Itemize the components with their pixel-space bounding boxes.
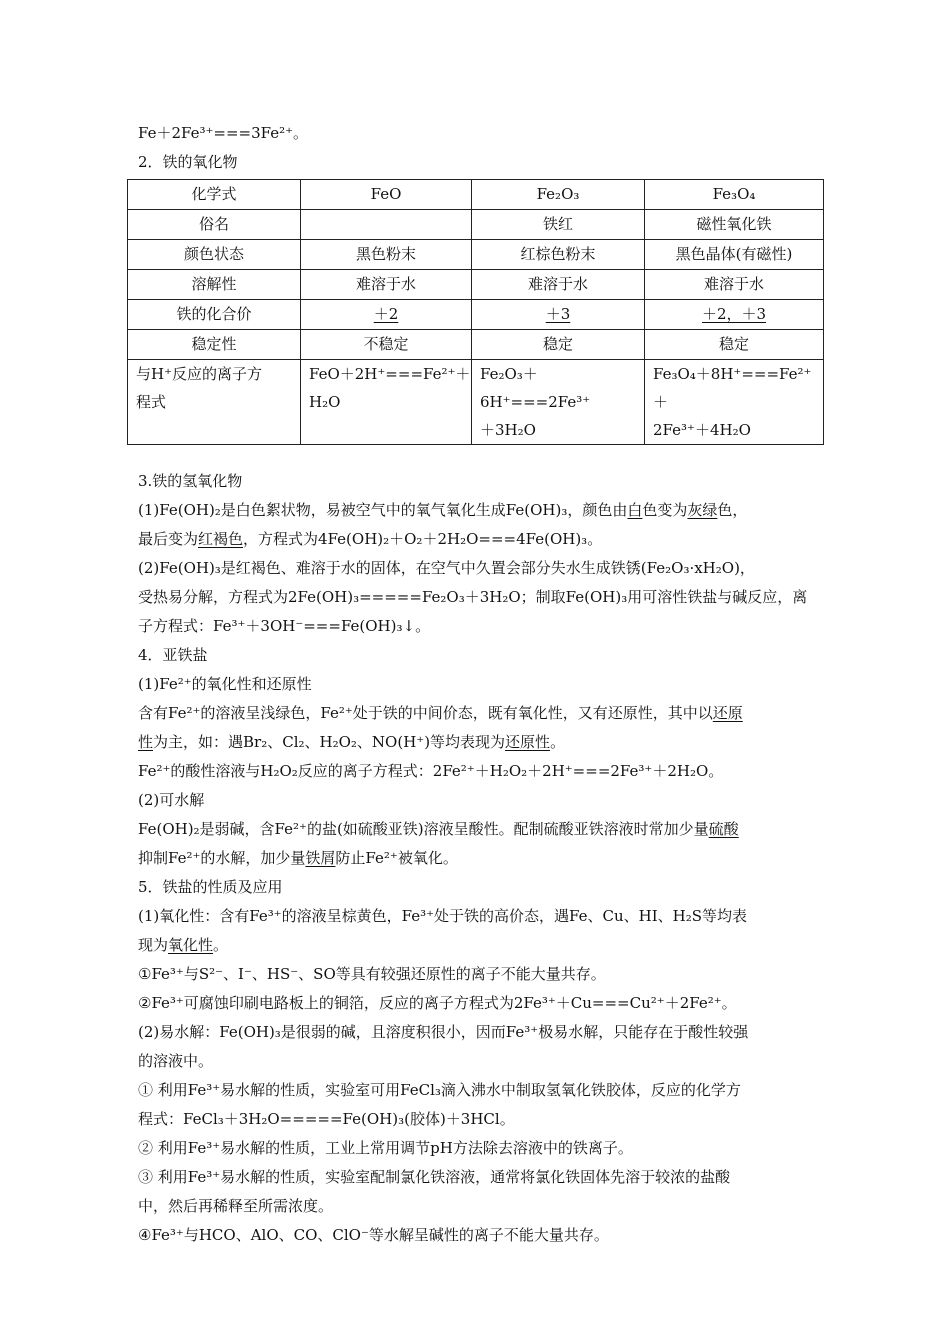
text-span: 最后变为 <box>138 530 199 548</box>
paragraph-line <box>138 525 828 554</box>
cell-line: 与H⁺反应的离子方 <box>136 365 262 383</box>
table-cell: 难溶于水 <box>645 270 824 300</box>
underlined-answer: 白 <box>627 501 643 519</box>
text-span: 含有Fe²⁺的溶液呈浅绿色，Fe²⁺处于铁的中间价态，既有氧化性，又有还原性，其中以 <box>138 704 713 722</box>
valence-value: ＋2，＋3 <box>701 305 767 323</box>
table-cell: 稳定 <box>645 330 824 360</box>
paragraph-line <box>138 699 828 728</box>
paragraph-line: ①Fe³⁺与S²⁻、I⁻、HS⁻、SO等具有较强还原性的离子不能大量共存。 <box>138 965 606 983</box>
text-span: 色， <box>717 501 748 519</box>
table-cell: 不稳定 <box>301 330 472 360</box>
table-cell: 溶解性 <box>128 270 301 300</box>
table-cell: 稳定 <box>472 330 645 360</box>
paragraph-line: (2)易水解：Fe(OH)₃是很弱的碱，且溶度积很小，因而Fe³⁺极易水解，只能存在于酸性较强 <box>138 1023 749 1041</box>
paragraph-line: 的溶液中。 <box>138 1052 214 1070</box>
table-cell: 铁红 <box>472 210 645 240</box>
subsection-title: (2)可水解 <box>138 791 205 809</box>
valence-value: ＋3 <box>545 305 571 323</box>
table-cell: 红棕色粉末 <box>472 240 645 270</box>
text-span: 抑制Fe²⁺的水解，加少量 <box>138 849 306 867</box>
section-3-title: 3.铁的氢氧化物 <box>138 472 243 490</box>
table-cell <box>645 300 824 330</box>
iron-oxides-table <box>127 179 824 445</box>
table-cell: 难溶于水 <box>472 270 645 300</box>
underlined-answer: 还原性 <box>505 733 551 751</box>
paragraph-line: 受热易分解，方程式为2Fe(OH)₃=====Fe₂O₃＋3H₂O；制取Fe(OH)₃用可溶性铁盐与碱反应，离 <box>138 588 808 606</box>
paragraph-line: ②Fe³⁺可腐蚀印刷电路板上的铜箔，反应的离子方程式为2Fe³⁺＋Cu===Cu²⁺＋2Fe²⁺。 <box>138 994 737 1012</box>
table-cell: 铁的化合价 <box>128 300 301 330</box>
table-cell <box>301 360 472 445</box>
table-cell <box>128 360 301 445</box>
table-row <box>128 330 824 360</box>
underlined-answer: 氧化性 <box>168 936 214 954</box>
paragraph-line <box>138 815 828 844</box>
intro-equation: Fe＋2Fe³⁺===3Fe²⁺。 <box>138 124 309 142</box>
table-cell <box>645 360 824 445</box>
paragraph-line: (2)Fe(OH)₃是红褐色、难溶于水的固体，在空气中久置会部分失水生成铁锈(Fe₂O₃·xH₂O)， <box>138 559 755 577</box>
table-cell <box>472 360 645 445</box>
text-span: (1)Fe(OH)₂是白色絮状物，易被空气中的氧气氧化生成Fe(OH)₃，颜色由 <box>138 501 628 519</box>
underlined-answer: 性 <box>138 733 154 751</box>
table-row <box>128 270 824 300</box>
paragraph-line <box>138 931 828 960</box>
cell-line: 程式 <box>136 393 167 411</box>
paragraph-line <box>138 844 828 873</box>
cell-line: Fe₂O₃＋6H⁺===2Fe³⁺ <box>480 365 591 411</box>
section-5-title: 5．铁盐的性质及应用 <box>138 878 283 896</box>
cell-line: 2Fe³⁺＋4H₂O <box>653 421 751 439</box>
paragraph-line: ② 利用Fe³⁺易水解的性质，工业上常用调节pH方法除去溶液中的铁离子。 <box>138 1139 633 1157</box>
table-cell: 黑色粉末 <box>301 240 472 270</box>
section-4-title: 4．亚铁盐 <box>138 646 208 664</box>
paragraph-line: 子方程式：Fe³⁺＋3OH⁻===Fe(OH)₃↓。 <box>138 617 431 635</box>
valence-value: ＋2 <box>373 305 399 323</box>
table-header-row <box>128 180 824 210</box>
table-row <box>128 210 824 240</box>
paragraph-line: Fe²⁺的酸性溶液与H₂O₂反应的离子方程式：2Fe²⁺＋H₂O₂＋2H⁺===2Fe³⁺＋2H₂O。 <box>138 762 724 780</box>
table-cell: 俗名 <box>128 210 301 240</box>
cell-line: FeO＋2H⁺===Fe²⁺＋ <box>309 365 471 383</box>
table-cell: 黑色晶体(有磁性) <box>645 240 824 270</box>
paragraph-line: 程式：FeCl₃＋3H₂O=====Fe(OH)₃(胶体)＋3HCl。 <box>138 1110 515 1128</box>
table-row <box>128 240 824 270</box>
document-page <box>138 118 828 1250</box>
table-cell <box>301 210 472 240</box>
table-cell: 稳定性 <box>128 330 301 360</box>
paragraph-line <box>138 496 828 525</box>
paragraph-line: ③ 利用Fe³⁺易水解的性质，实验室配制氯化铁溶液，通常将氯化铁固体先溶于较浓的盐酸 <box>138 1168 731 1186</box>
text-span: 现为 <box>138 936 169 954</box>
text-span: 色变为 <box>642 501 688 519</box>
paragraph-line <box>138 728 828 757</box>
header-cell: FeO <box>301 180 472 210</box>
underlined-answer: 铁屑 <box>305 849 336 867</box>
text-span: 为主，如：遇Br₂、Cl₂、H₂O₂、NO(H⁺)等均表现为 <box>153 733 506 751</box>
underlined-answer: 灰绿 <box>687 501 718 519</box>
paragraph-line: ④Fe³⁺与HCO、AlO、CO、ClO⁻等水解呈碱性的离子不能大量共存。 <box>138 1226 609 1244</box>
text-span: 。 <box>213 936 229 954</box>
section-2-title: 2．铁的氧化物 <box>138 153 238 171</box>
table-row <box>128 300 824 330</box>
table-cell <box>301 300 472 330</box>
header-cell: Fe₃O₄ <box>645 180 824 210</box>
underlined-answer: 还原 <box>712 704 743 722</box>
subsection-title: (1)Fe²⁺的氧化性和还原性 <box>138 675 312 693</box>
header-cell: 化学式 <box>128 180 301 210</box>
table-cell <box>472 300 645 330</box>
text-span: 。 <box>550 733 566 751</box>
text-span: 防止Fe²⁺被氧化。 <box>335 849 458 867</box>
cell-line: H₂O <box>309 393 341 411</box>
underlined-answer: 红褐色 <box>198 530 244 548</box>
paragraph-line: (1)氧化性：含有Fe³⁺的溶液呈棕黄色，Fe³⁺处于铁的高价态，遇Fe、Cu、HI、H₂S等均表 <box>138 907 748 925</box>
table-row <box>128 360 824 445</box>
table-cell: 磁性氧化铁 <box>645 210 824 240</box>
paragraph-line: ① 利用Fe³⁺易水解的性质，实验室可用FeCl₃滴入沸水中制取氢氧化铁胶体，反应的化学方 <box>138 1081 741 1099</box>
text-span: Fe(OH)₂是弱碱，含Fe²⁺的盐(如硫酸亚铁)溶液呈酸性。配制硫酸亚铁溶液时常加少量 <box>138 820 709 838</box>
cell-line: Fe₃O₄＋8H⁺===Fe²⁺＋ <box>653 365 812 411</box>
table-cell: 颜色状态 <box>128 240 301 270</box>
paragraph-line: 中，然后再稀释至所需浓度。 <box>138 1197 334 1215</box>
text-span: ，方程式为4Fe(OH)₂＋O₂＋2H₂O===4Fe(OH)₃。 <box>243 530 603 548</box>
table-cell: 难溶于水 <box>301 270 472 300</box>
cell-line: ＋3H₂O <box>480 421 536 439</box>
underlined-answer: 硫酸 <box>708 820 739 838</box>
header-cell: Fe₂O₃ <box>472 180 645 210</box>
